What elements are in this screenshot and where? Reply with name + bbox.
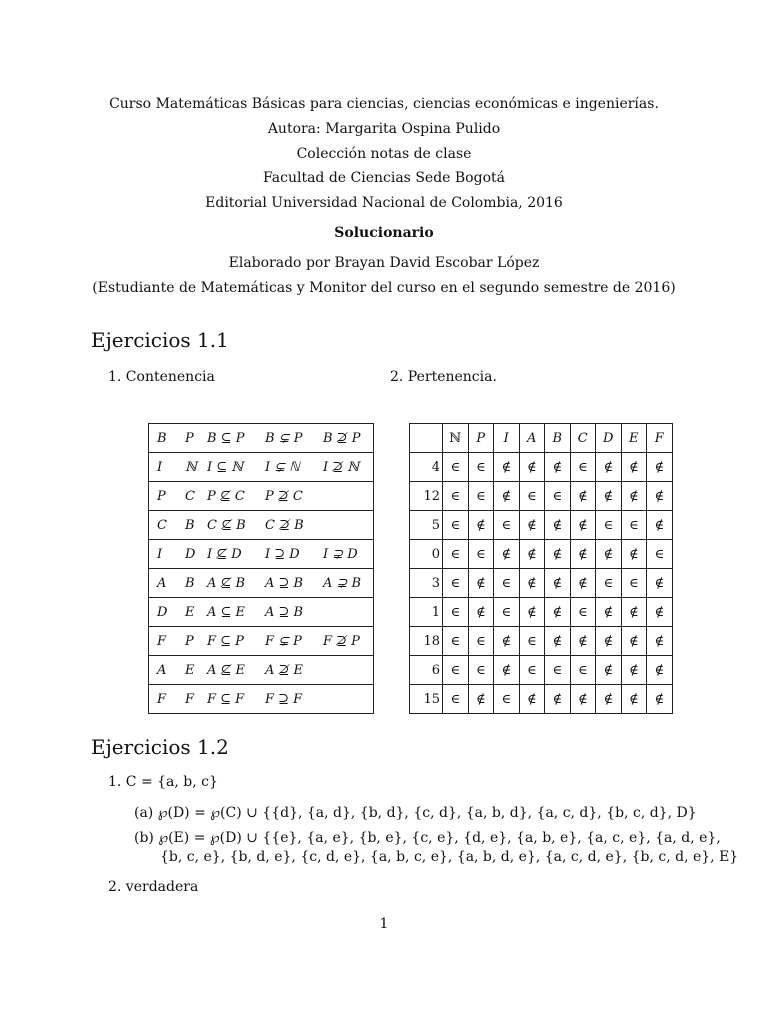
table-cell: P	[149, 482, 186, 511]
column-header: P	[468, 424, 494, 453]
table-cell: ∉	[519, 685, 545, 714]
table-cell: ∉	[545, 685, 571, 714]
contenencia-table	[148, 423, 374, 714]
row-header: 1	[410, 598, 443, 627]
table-cell: ∈	[647, 540, 673, 569]
table-cell: ∈	[443, 482, 469, 511]
table-cell: ∉	[621, 627, 647, 656]
table-cell: ∉	[519, 540, 545, 569]
table-row	[410, 685, 673, 714]
table-row	[149, 598, 374, 627]
table-cell: ∉	[570, 685, 596, 714]
table-header-row	[410, 424, 673, 453]
section-title-1-2: Ejercicios 1.2	[91, 735, 229, 759]
table-cell: ∉	[545, 453, 571, 482]
table-cell: ∈	[494, 685, 520, 714]
row-header: 3	[410, 569, 443, 598]
table-cell: C ⊉ B	[265, 511, 323, 540]
table-cell: ∉	[596, 453, 622, 482]
table-cell: ∈	[443, 685, 469, 714]
credits-role: (Estudiante de Matemáticas y Monitor del curso en el segundo semestre de 2016)	[92, 279, 676, 296]
table-cell: ∉	[570, 627, 596, 656]
table-cell: ∈	[468, 453, 494, 482]
table-cell: ∉	[647, 511, 673, 540]
table-cell: ∉	[494, 656, 520, 685]
table-cell: ∉	[596, 685, 622, 714]
table-cell: A	[149, 656, 186, 685]
table-cell: ∈	[519, 627, 545, 656]
table-cell: P ⊈ C	[207, 482, 265, 511]
table-cell: D	[185, 540, 207, 569]
table-cell: F ⊇ F	[265, 685, 323, 714]
table-cell: I ⊊ ℕ	[265, 453, 323, 482]
table-cell: B ⊉ P	[323, 424, 374, 453]
table-cell: P	[185, 424, 207, 453]
table-cell: ∉	[647, 656, 673, 685]
table-cell: ∉	[468, 685, 494, 714]
collection-line: Colección notas de clase	[296, 145, 472, 162]
column-header: A	[519, 424, 545, 453]
table-cell: ∉	[596, 540, 622, 569]
table-cell: A ⊇ B	[265, 569, 323, 598]
table-cell: ∉	[621, 598, 647, 627]
pertenencia-table	[409, 423, 673, 714]
table-cell: ∉	[519, 598, 545, 627]
table-cell: ∉	[596, 598, 622, 627]
table-cell: ∈	[443, 627, 469, 656]
table-cell: ∉	[647, 685, 673, 714]
table-row	[410, 569, 673, 598]
table-cell: ∉	[494, 627, 520, 656]
exercise-2-item-1b: (b) ℘(E) = ℘(D) ∪ {{e}, {a, e}, {b, e}, {c, e}, {d, e}, {a, b, e}, {a, c, e}, {a, d, e},	[134, 830, 721, 846]
table-cell: ∉	[519, 453, 545, 482]
table-row	[410, 453, 673, 482]
table-cell: ∉	[570, 482, 596, 511]
table-row	[149, 627, 374, 656]
table-cell: F ⊊ P	[265, 627, 323, 656]
table-cell: ∉	[519, 511, 545, 540]
table-cell: ∈	[519, 482, 545, 511]
table-cell: F ⊆ P	[207, 627, 265, 656]
table-row	[149, 656, 374, 685]
table-cell: ∈	[494, 569, 520, 598]
table-cell: P ⊉ C	[265, 482, 323, 511]
row-header: 12	[410, 482, 443, 511]
table-cell: ∉	[621, 482, 647, 511]
table-cell: C ⊈ B	[207, 511, 265, 540]
table-cell: ∈	[545, 656, 571, 685]
table-cell: ∉	[519, 569, 545, 598]
table-cell: ∉	[545, 627, 571, 656]
table-row	[410, 482, 673, 511]
table-cell: A ⊈ E	[207, 656, 265, 685]
table-cell: ∈	[596, 569, 622, 598]
page-number: 1	[379, 916, 389, 932]
table-cell: ∉	[647, 569, 673, 598]
table-cell: ∈	[443, 511, 469, 540]
table-cell: ∉	[647, 453, 673, 482]
table-cell: ∈	[494, 511, 520, 540]
publisher-line: Editorial Universidad Nacional de Colombia, 2016	[205, 195, 563, 212]
exercise-2-item-1b-continuation: {b, c, e}, {b, d, e}, {c, d, e}, {a, b, c, e}, {a, b, d, e}, {a, c, d, e}, {b, c, d, e}, E}	[160, 849, 739, 865]
table-cell: B ⊊ P	[265, 424, 323, 453]
table-cell: F	[149, 685, 186, 714]
table-row	[410, 540, 673, 569]
table-cell: ∈	[621, 511, 647, 540]
table-cell: A ⊈ B	[207, 569, 265, 598]
table-row	[149, 511, 374, 540]
table-cell: D	[149, 598, 186, 627]
table-row	[410, 598, 673, 627]
table-cell: C	[149, 511, 186, 540]
row-header: 18	[410, 627, 443, 656]
table-cell: ∉	[494, 540, 520, 569]
exercise-2-item-1a: (a) ℘(D) = ℘(C) ∪ {{d}, {a, d}, {b, d}, {c, d}, {a, b, d}, {a, c, d}, {b, c, d}, D}	[134, 805, 697, 821]
table-cell: ∉	[647, 598, 673, 627]
table-cell: ∉	[570, 569, 596, 598]
table-cell: I ⊋ D	[323, 540, 374, 569]
table-cell: ∉	[468, 569, 494, 598]
table-cell: ∉	[468, 511, 494, 540]
table-cell	[323, 482, 374, 511]
table-cell: ∈	[443, 656, 469, 685]
table-cell: ∉	[647, 482, 673, 511]
column-header: D	[596, 424, 622, 453]
row-header: 15	[410, 685, 443, 714]
table-cell: ∈	[596, 511, 622, 540]
table-cell: ∉	[494, 453, 520, 482]
table-cell: I ⊇ D	[265, 540, 323, 569]
table-cell: I	[149, 453, 186, 482]
author-line: Autora: Margarita Ospina Pulido	[267, 120, 501, 137]
item-pertenencia-label: 2. Pertenencia.	[390, 369, 497, 385]
table-cell: ∉	[621, 685, 647, 714]
table-cell	[323, 598, 374, 627]
table-cell: ∉	[596, 482, 622, 511]
table-cell: ∈	[570, 453, 596, 482]
row-header: 0	[410, 540, 443, 569]
table-cell: ∉	[468, 598, 494, 627]
table-row	[149, 540, 374, 569]
table-cell: ∈	[494, 598, 520, 627]
item-contenencia-label: 1. Contenencia	[108, 369, 215, 385]
table-cell: ∉	[545, 511, 571, 540]
table-cell	[323, 656, 374, 685]
table-cell: ∉	[621, 540, 647, 569]
table-row	[149, 453, 374, 482]
table-cell: E	[185, 598, 207, 627]
table-cell: B	[185, 569, 207, 598]
document-header	[0, 92, 768, 296]
faculty-line: Facultad de Ciencias Sede Bogotá	[263, 170, 505, 187]
column-header: F	[647, 424, 673, 453]
table-cell: A	[149, 569, 186, 598]
column-header: ℕ	[443, 424, 469, 453]
table-cell: I	[149, 540, 186, 569]
table-cell: ∈	[519, 656, 545, 685]
table-cell: ∉	[596, 656, 622, 685]
table-cell: ∉	[570, 511, 596, 540]
table-cell: ∉	[545, 598, 571, 627]
table-cell: ∈	[570, 598, 596, 627]
table-cell: I ⊈ D	[207, 540, 265, 569]
table-row	[410, 627, 673, 656]
table-cell: ∈	[443, 453, 469, 482]
table-row	[410, 656, 673, 685]
table-cell: I ⊉ ℕ	[323, 453, 374, 482]
table-cell: ∈	[468, 540, 494, 569]
exercise-2-item-1: 1. C = {a, b, c}	[108, 774, 218, 790]
course-title: Curso Matemáticas Básicas para ciencias, ciencias económicas e ingenierías.	[109, 96, 659, 112]
table-cell: E	[185, 656, 207, 685]
column-header: E	[621, 424, 647, 453]
table-row	[149, 569, 374, 598]
table-cell: I ⊆ ℕ	[207, 453, 265, 482]
table-cell: ∈	[443, 540, 469, 569]
table-cell: ∉	[596, 627, 622, 656]
table-cell: P	[185, 627, 207, 656]
table-cell: ℕ	[185, 453, 207, 482]
table-cell: ∈	[468, 482, 494, 511]
table-cell: ∉	[621, 453, 647, 482]
table-cell: ∉	[621, 656, 647, 685]
table-cell: ∈	[468, 627, 494, 656]
table-cell	[323, 511, 374, 540]
table-cell: ∉	[570, 540, 596, 569]
table-cell: ∈	[468, 656, 494, 685]
row-header: 5	[410, 511, 443, 540]
table-cell: ∈	[545, 482, 571, 511]
column-header: C	[570, 424, 596, 453]
exercise-2-item-2: 2. verdadera	[108, 879, 199, 895]
table-cell: ∈	[621, 569, 647, 598]
column-header: I	[494, 424, 520, 453]
column-header	[410, 424, 443, 453]
table-row	[149, 424, 374, 453]
table-cell: F ⊉ P	[323, 627, 374, 656]
table-cell: A ⊉ E	[265, 656, 323, 685]
column-header: B	[545, 424, 571, 453]
table-cell: ∈	[570, 656, 596, 685]
table-cell: F	[149, 627, 186, 656]
table-cell: A ⊋ B	[323, 569, 374, 598]
table-cell: F ⊆ F	[207, 685, 265, 714]
table-cell: A ⊆ E	[207, 598, 265, 627]
credits	[0, 251, 768, 296]
table-row	[149, 482, 374, 511]
table-cell: B	[149, 424, 186, 453]
table-cell: A ⊇ B	[265, 598, 323, 627]
table-cell: ∉	[494, 482, 520, 511]
table-cell: ∉	[647, 627, 673, 656]
table-cell: ∉	[545, 540, 571, 569]
table-cell	[323, 685, 374, 714]
document-subtitle: Solucionario	[334, 224, 434, 241]
table-row	[149, 685, 374, 714]
table-row	[410, 511, 673, 540]
table-cell: F	[185, 685, 207, 714]
row-header: 6	[410, 656, 443, 685]
credits-author: Elaborado por Brayan David Escobar López	[228, 254, 540, 271]
row-header: 4	[410, 453, 443, 482]
table-cell: ∈	[443, 569, 469, 598]
table-cell: B	[185, 511, 207, 540]
table-cell: C	[185, 482, 207, 511]
table-cell: ∈	[443, 598, 469, 627]
section-title-1-1: Ejercicios 1.1	[91, 328, 229, 352]
table-cell: B ⊆ P	[207, 424, 265, 453]
table-cell: ∉	[545, 569, 571, 598]
